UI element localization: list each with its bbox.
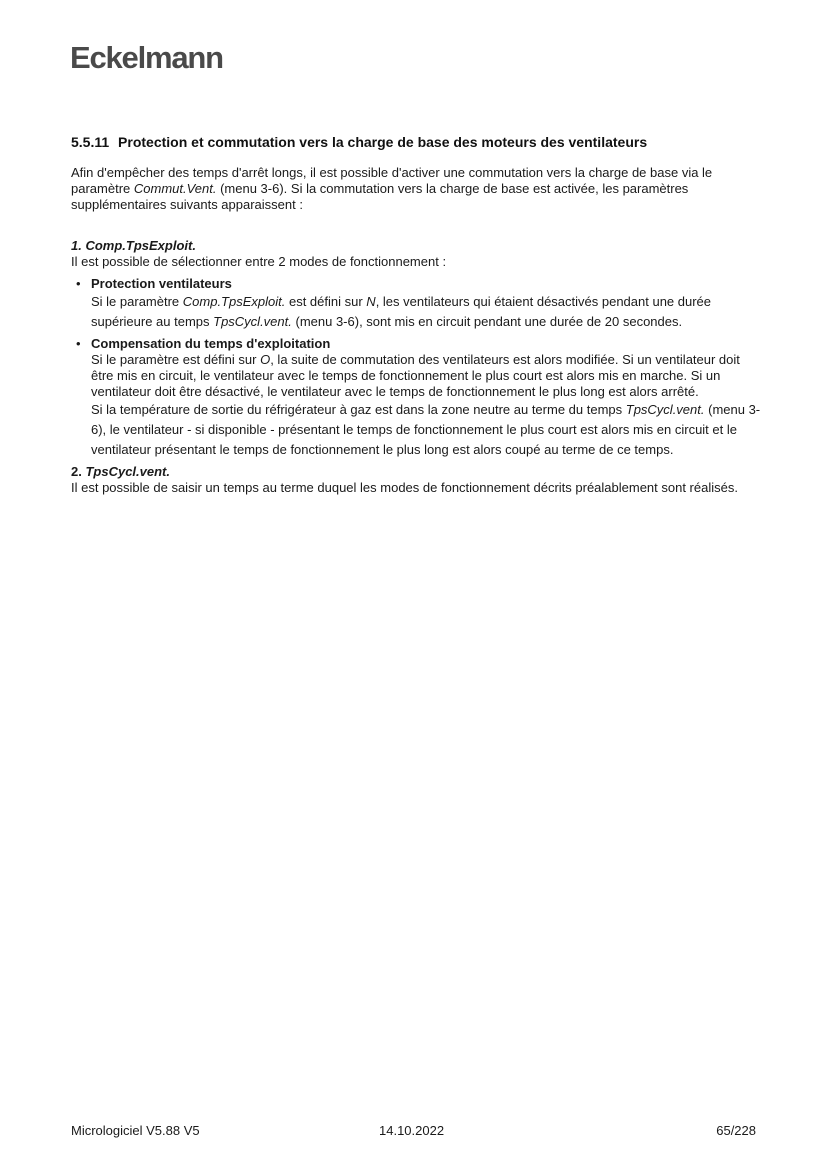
param2-title: 2. TpsCycl.vent. xyxy=(71,464,170,479)
mode-title-protection: Protection ventilateurs xyxy=(91,276,232,291)
section-heading xyxy=(71,134,761,150)
page-content xyxy=(71,134,761,496)
list-item xyxy=(71,336,761,460)
mode-text-compensation-1: Si le paramètre est défini sur O, la suite de commutation des ventilateurs est alors modifiée. Si un ventilateur doit être mis en circuit, le ventilateur avec le temps de fonctionnement le plus court est alors mis en marche. Si un ventilateur doit être désactivé, le ventilateur avec le temps de fonctionnement le plus long est alors arrêté. xyxy=(91,352,740,399)
footer-page-number: 65/228 xyxy=(716,1123,756,1138)
param-commut-vent: Commut.Vent. xyxy=(133,181,217,196)
intro-paragraph: Afin d'empêcher des temps d'arrêt longs, il est possible d'activer une commutation vers la charge de base via le paramètre Commut.Vent. (menu 3-6). Si la commutation vers la charge de base est activée, les paramètres supplémentaires suivants apparaissent : xyxy=(71,165,713,212)
mode-text-protection: Si le paramètre Comp.TpsExploit. est défini sur N, les ventilateurs qui étaient désactivés pendant une durée supérieure au temps TpsCycl.vent. (menu 3-6), sont mis en circuit pendant une durée de 20 secondes. xyxy=(91,294,712,329)
bullet: • xyxy=(76,276,81,291)
section-number: 5.5.11 xyxy=(71,134,110,150)
param2-description: Il est possible de saisir un temps au terme duquel les modes de fonctionnement décrits préalablement sont réalisés. xyxy=(71,480,738,495)
footer-software: Micrologiciel V5.88 V5 xyxy=(71,1123,200,1138)
section-title: Protection et commutation vers la charge de base des moteurs des ventilateurs xyxy=(118,134,648,150)
mode-text-compensation-2: Si la température de sortie du réfrigérateur à gaz est dans la zone neutre au terme du temps TpsCycl.vent. (menu 3-6), le ventilateur - si disponible - présentant le temps de fonctionnement le plus court est alors mis en circuit et le ventilateur présentant le temps de fonctionnement le plus long est alors coupé au terme de ce temps. xyxy=(91,402,761,457)
footer-date: 14.10.2022 xyxy=(379,1123,445,1138)
bullet: • xyxy=(76,336,81,351)
param1-title: 1. Comp.TpsExploit. xyxy=(71,238,196,253)
mode-title-compensation: Compensation du temps d'exploitation xyxy=(91,336,331,351)
eckelmann-logo: Eckelmann xyxy=(70,40,223,75)
param1-description: Il est possible de sélectionner entre 2 modes de fonctionnement : xyxy=(71,254,447,269)
modes-list xyxy=(71,276,761,460)
list-item xyxy=(71,276,761,332)
